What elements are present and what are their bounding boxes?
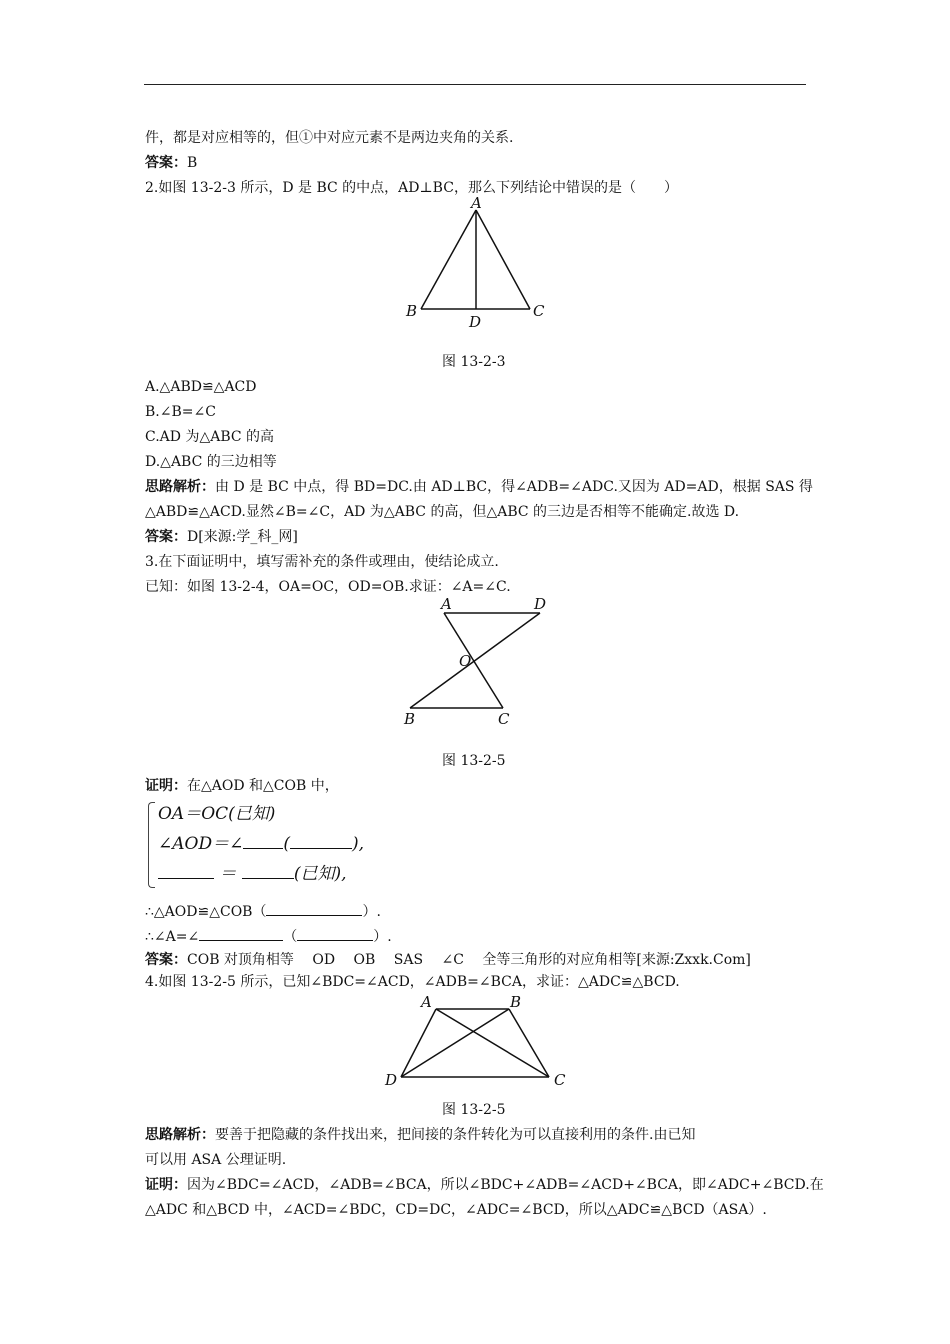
figure-caption: 图 13-2-5	[442, 1102, 506, 1118]
equation-system	[148, 800, 408, 890]
analysis-2	[145, 477, 813, 497]
system-row-3	[158, 863, 346, 885]
label-a: A	[441, 595, 452, 613]
text: ∴∠A=∠	[145, 929, 200, 945]
option-d: D.△ABC 的三边相等	[145, 454, 277, 470]
proof-label: 证明：	[145, 1177, 187, 1193]
system-row-2	[158, 833, 364, 855]
label-o: O	[459, 652, 472, 670]
label-b: B	[406, 302, 418, 320]
analysis-label: 思路解析：	[145, 1127, 215, 1143]
label-d: D	[534, 595, 547, 613]
figure-caption: 图 13-2-5	[442, 753, 506, 769]
row-text: ),	[351, 834, 365, 854]
option-b: B.∠B=∠C	[145, 404, 216, 420]
label-c: C	[533, 302, 545, 320]
blank[interactable]	[158, 864, 214, 879]
figure-caption: 图 13-2-3	[442, 354, 506, 370]
option-a: A.△ABD≌△ACD	[145, 379, 257, 395]
label-b: B	[510, 993, 522, 1011]
proof-text: 在△AOD 和△COB 中，	[187, 778, 339, 794]
row-text: (已知),	[293, 864, 347, 884]
question-4: 4.如图 13-2-5 所示，已知∠BDC=∠ACD，∠ADB=∠BCA，求证：△ADC≌△BCD.	[145, 974, 680, 990]
label-c: C	[498, 710, 510, 728]
header-rule	[144, 84, 806, 85]
system-row-1: OA＝OC(已知)	[158, 804, 276, 824]
therefore-2	[145, 926, 392, 947]
figure-crossing-lines	[410, 613, 540, 708]
proof-label: 证明：	[145, 778, 187, 794]
analysis-4	[145, 1125, 695, 1145]
row-text: ＝	[219, 864, 237, 884]
answer-value: B	[187, 155, 198, 171]
blank[interactable]	[242, 864, 294, 879]
blank[interactable]	[297, 926, 373, 941]
text-line: 件，都是对应相等的，但①中对应元素不是两边夹角的关系.	[145, 130, 514, 146]
brace	[148, 802, 155, 888]
proof-3	[145, 776, 339, 796]
answer-1	[145, 153, 197, 173]
figure-trapezoid	[401, 1009, 549, 1077]
text: ∴△AOD≌△COB（	[145, 904, 267, 920]
blank[interactable]	[266, 901, 362, 916]
blank[interactable]	[290, 834, 352, 849]
label-b: B	[404, 710, 416, 728]
answer-label: 答案：	[145, 155, 187, 171]
therefore-1	[145, 901, 381, 922]
row-text: (	[283, 834, 290, 854]
text: （	[283, 929, 298, 945]
analysis-2-cont: △ABD≌△ACD.显然∠B=∠C，AD 为△ABC 的高，但△ABC 的三边是否相等不能确定.故选 D.	[145, 504, 740, 520]
proof-4-cont: △ADC 和△BCD 中，∠ACD=∠BDC，CD=DC，∠ADC=∠BCD，所以△ADC≌△BCD（ASA）.	[145, 1202, 767, 1218]
label-c: C	[554, 1071, 566, 1089]
analysis-text: 由 D 是 BC 中点，得 BD=DC.由 AD⊥BC，得∠ADB=∠ADC.又因为 AD=AD，根据 SAS 得	[215, 479, 813, 495]
proof-text: 因为∠BDC=∠ACD，∠ADB=∠BCA，所以∠BDC+∠ADB=∠ACD+∠BCA，即∠ADC+∠BCD.在	[187, 1177, 824, 1193]
row-text: ∠AOD＝∠	[158, 834, 244, 854]
blank[interactable]	[243, 834, 283, 849]
label-d: D	[385, 1071, 398, 1089]
label-a: A	[471, 194, 482, 212]
answer-value: COB 对顶角相等 OD OB SAS ∠C 全等三角形的对应角相等[来源:Zxxk.Com]	[187, 952, 751, 968]
answer-2	[145, 527, 298, 547]
text: ）.	[373, 929, 392, 945]
option-c: C.AD 为△ABC 的高	[145, 429, 275, 445]
proof-4	[145, 1175, 824, 1195]
analysis-label: 思路解析：	[145, 479, 215, 495]
question-3-given: 已知：如图 13-2-4，OA=OC，OD=OB.求证：∠A=∠C.	[145, 579, 511, 595]
answer-3	[145, 950, 751, 970]
question-3: 3.在下面证明中，填写需补充的条件或理由，使结论成立.	[145, 554, 499, 570]
label-d: D	[469, 313, 482, 331]
answer-value: D[来源:学_科_网]	[187, 529, 298, 545]
text: ）.	[362, 904, 381, 920]
answer-label: 答案：	[145, 529, 187, 545]
label-a: A	[421, 993, 432, 1011]
blank[interactable]	[199, 926, 283, 941]
answer-label: 答案：	[145, 952, 187, 968]
analysis-4-cont: 可以用 ASA 公理证明.	[145, 1152, 287, 1168]
question-2: 2.如图 13-2-3 所示，D 是 BC 的中点，AD⊥BC，那么下列结论中错误的是（ ）	[145, 180, 678, 196]
analysis-text: 要善于把隐藏的条件找出来，把间接的条件转化为可以直接利用的条件.由已知	[215, 1127, 696, 1143]
triangle-abc	[421, 210, 530, 309]
